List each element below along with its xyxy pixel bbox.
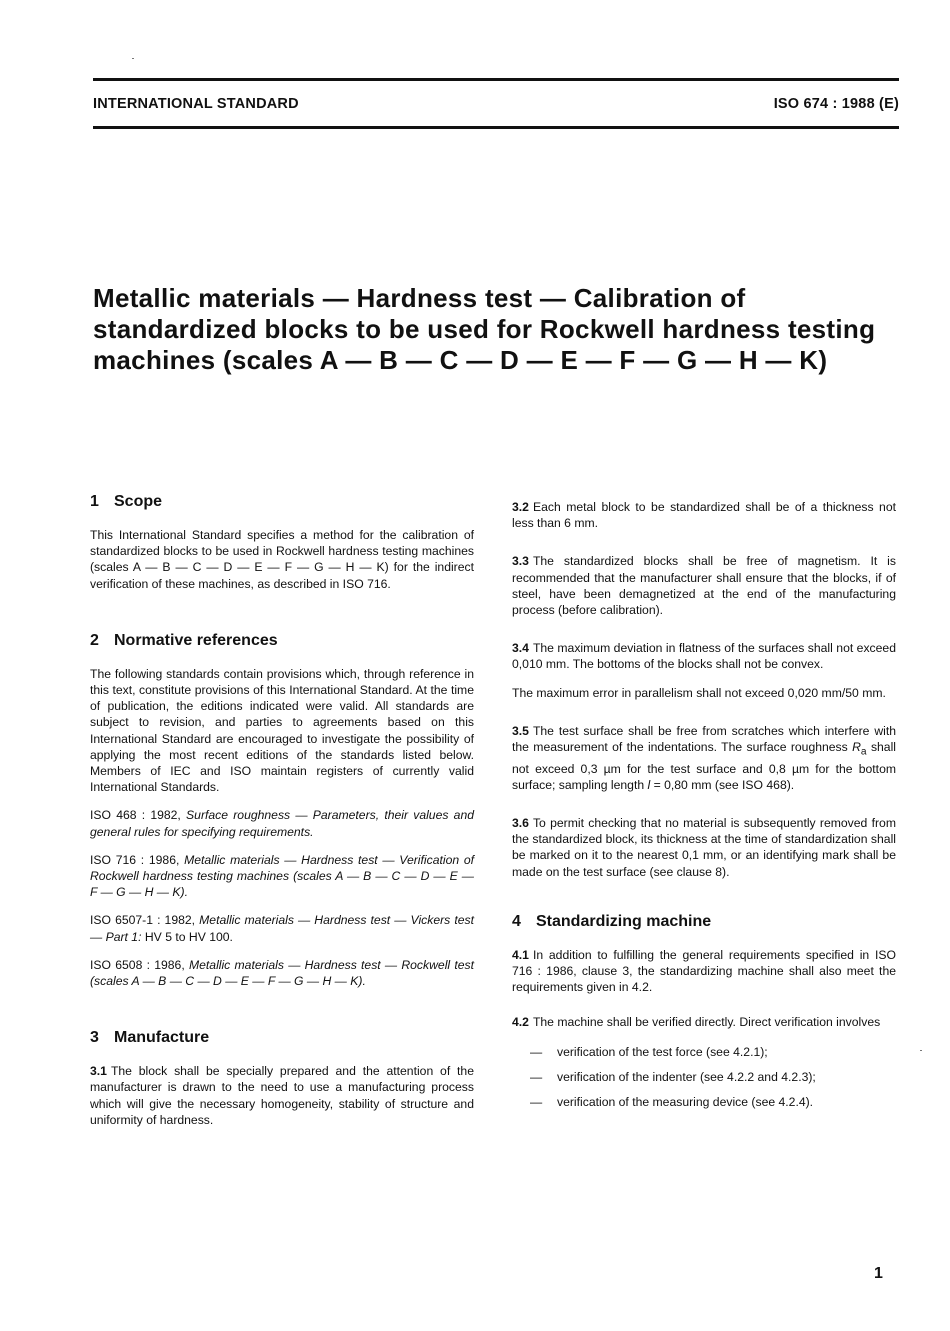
clause-text: The machine shall be verified directly. Direct verification involves <box>532 1014 881 1029</box>
section-4-heading <box>512 912 896 932</box>
dash-bullet: — <box>530 1044 543 1059</box>
clause-3-6 <box>512 815 896 880</box>
clause-3-4 <box>512 640 896 672</box>
normative-intro-paragraph: The following standards contain provisions which, through reference in this text, constitute provisions of this International Standard. At the time of publication, the editions indicated were valid. All standards are subject to revision, and parties to agreements based on this International Standard are encouraged to investigate the possibility of applying the most recent editions of the standards listed below. Members of IEC and ISO maintain registers of currently valid International Standards. <box>90 666 474 795</box>
clause-4-2 <box>512 1014 896 1030</box>
clause-3-4-parallelism: The maximum error in parallelism shall not exceed 0,020 mm/50 mm. <box>512 685 886 700</box>
reference-iso-6508 <box>90 957 474 989</box>
scope-paragraph: This International Standard specifies a method for the calibration of standardized blocks to be used in Rockwell hardness testing machines (scales A — B — C — D — E — F — G — H — K) for the indirect verification of these machines, as described in ISO 716. <box>90 528 474 591</box>
header-document-type: INTERNATIONAL STANDARD <box>93 96 299 112</box>
reference-code: ISO 468 : 1982, <box>90 808 181 823</box>
left-column <box>90 492 474 1128</box>
clause-text: The block shall be specially prepared and the attention of the manufacturer is drawn to the need to use a manufacturing process which will give the necessary homogeneity, stability of structure and uniformity of hardness. <box>90 1064 474 1127</box>
clause-text: The standardized blocks shall be free of magnetism. It is recommended that the manufacturer shall ensure that the blocks, if of steel, have been demagnetized at the end of the manufacturing process (before calibration). <box>512 554 896 618</box>
reference-title: Metallic materials — Hardness test — Vickers test — Part 1: <box>90 913 474 944</box>
clause-text: The test surface shall be free from scratches which interfere with the measurement of the indentations. The surface roughness <box>512 723 896 755</box>
clause-number: 3.1 <box>90 1064 107 1079</box>
section-title: Normative references <box>114 631 278 649</box>
document-title: Metallic materials — Hardness test — Calibration of standardized blocks to be used for Rockwell hardness testing machines (scales A — B — C — D — E — F — G — H — K) <box>93 283 876 375</box>
verification-list <box>512 1044 896 1111</box>
section-1-heading <box>90 492 474 512</box>
section-number: 3 <box>90 1029 99 1047</box>
clause-3-2 <box>512 499 896 531</box>
clause-number: 4.1 <box>512 947 529 962</box>
dash-bullet: — <box>530 1095 543 1110</box>
reference-tail: HV 5 to HV 100. <box>144 929 233 944</box>
roughness-subscript: a <box>860 746 867 758</box>
scan-speck <box>132 58 134 59</box>
clause-3-1 <box>90 1063 474 1128</box>
section-number: 1 <box>90 493 99 510</box>
scan-speck <box>920 1050 922 1051</box>
clause-number: 4.2 <box>512 1014 529 1029</box>
clause-number: 3.4 <box>512 641 529 656</box>
clause-3-5 <box>512 723 896 793</box>
section-title: Standardizing machine <box>536 912 712 930</box>
reference-title: Surface roughness — Parameters, their values and general rules for specifying requirements. <box>90 808 474 839</box>
reference-iso-716 <box>90 852 474 901</box>
reference-iso-468 <box>90 807 474 839</box>
list-item-text: verification of the measuring device (see 4.2.4). <box>557 1095 814 1110</box>
list-item <box>512 1069 896 1085</box>
reference-title: Metallic materials — Hardness test — Verification of Rockwell hardness testing machines (scales A — B — C — D — E — F — G — H — K). <box>90 852 474 900</box>
roughness-symbol: R <box>852 740 861 755</box>
header-bottom-rule <box>93 126 899 129</box>
clause-text: shall not exceed 0,3 µm for the test surface and 0,8 µm for the bottom surface; sampling length <box>512 740 897 792</box>
reference-code: ISO 716 : 1986, <box>90 852 180 867</box>
reference-code: ISO 6508 : 1986, <box>90 957 185 972</box>
reference-iso-6507-1 <box>90 912 474 944</box>
clause-text: In addition to fulfilling the general requirements specified in ISO 716 : 1986, clause 3, the standardizing machine shall also meet the requirements given in 4.2. <box>512 947 896 995</box>
clause-number: 3.2 <box>512 500 529 514</box>
page-number: 1 <box>874 1265 883 1282</box>
header-top-rule <box>93 78 899 81</box>
section-number: 2 <box>90 631 99 649</box>
clause-3-3 <box>512 553 896 618</box>
list-item-text: verification of the test force (see 4.2.1); <box>557 1044 768 1059</box>
reference-title: Metallic materials — Hardness test — Rockwell test (scales A — B — C — D — E — F — G — H — K). <box>90 957 474 989</box>
clause-text: = 0,80 mm (see ISO 468). <box>653 777 795 792</box>
clause-number: 3.3 <box>512 554 529 569</box>
right-column <box>512 499 896 1110</box>
sampling-length-symbol: l <box>647 777 651 792</box>
clause-4-1 <box>512 947 896 996</box>
clause-text: The maximum deviation in flatness of the surfaces shall not exceed 0,010 mm. The bottoms of the blocks shall not be convex. <box>512 641 896 672</box>
clause-text: Each metal block to be standardized shall be of a thickness not less than 6 mm. <box>512 500 896 531</box>
header-document-number: ISO 674 : 1988 (E) <box>773 96 899 112</box>
section-title: Scope <box>114 493 163 510</box>
dash-bullet: — <box>530 1069 543 1084</box>
reference-code: ISO 6507-1 : 1982, <box>90 913 196 928</box>
section-number: 4 <box>512 912 521 930</box>
section-title: Manufacture <box>114 1029 210 1047</box>
list-item-text: verification of the indenter (see 4.2.2 and 4.2.3); <box>557 1069 816 1084</box>
clause-number: 3.6 <box>512 816 529 831</box>
list-item <box>512 1044 896 1060</box>
clause-text: To permit checking that no material is subsequently removed from the standardized block, its thickness at the time of standardization shall be marked on it to the nearest 0,1 mm, or an identifying mark shall be made on the test surface (see clause 8). <box>512 816 896 879</box>
section-3-heading <box>90 1028 474 1048</box>
list-item <box>512 1094 896 1110</box>
clause-number: 3.5 <box>512 723 529 738</box>
section-2-heading <box>90 631 474 651</box>
